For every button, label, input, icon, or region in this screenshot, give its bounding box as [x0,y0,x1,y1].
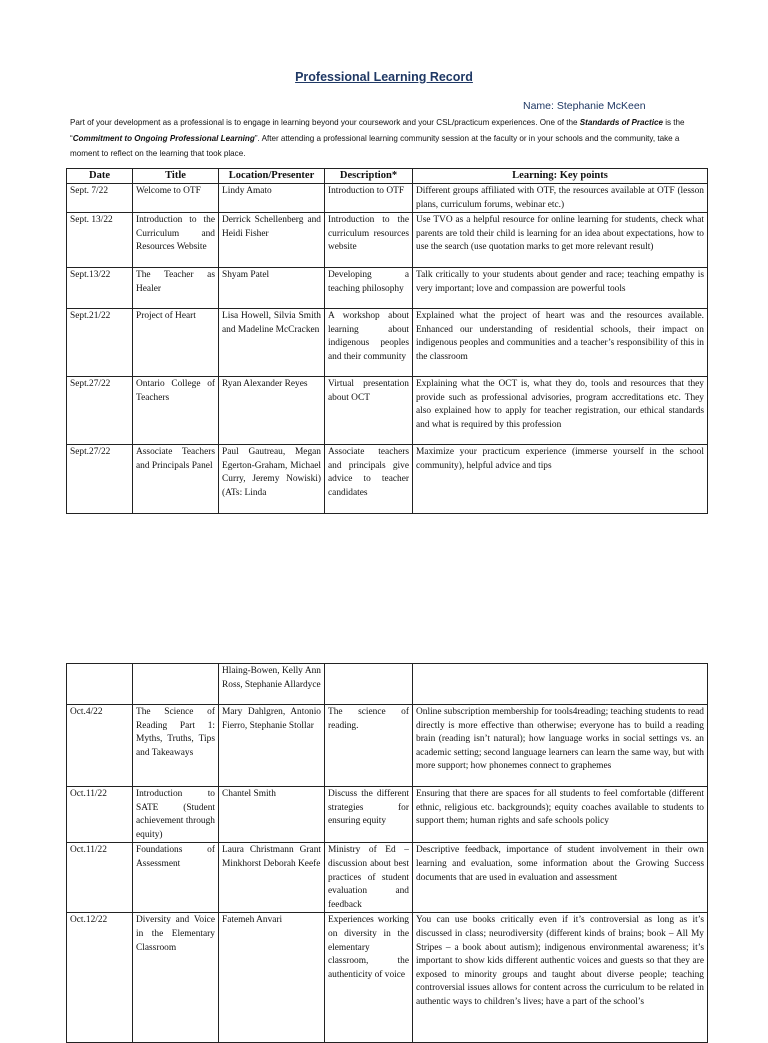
cell-presenter: Lindy Amato [219,184,325,213]
table-row [67,184,708,213]
header-date: Date [67,169,133,184]
table-row [67,913,708,1043]
cell-date: Oct.12/22 [67,913,133,1043]
cell-presenter: Fatemeh Anvari [219,913,325,1043]
cell-title: Foundations of Assessment [133,843,219,913]
cell-description: Introduction to OTF [325,184,413,213]
cell-date: Oct.11/22 [67,843,133,913]
header-title: Title [133,169,219,184]
cell-presenter: Laura Christmann Grant Minkhorst Deborah Keefe [219,843,325,913]
cell-learning: Online subscription membership for tools4reading; teaching students to read directly is more effective than otherwise; everyone has to build a reading brain (reading isn’t natural); how language works in social settings vs. an academic setting; second language learners can learn the same way, but with more support; how phonemes connect to graphemes [413,705,708,787]
cell-description: Experiences working on diversity in the elementary classroom, the authenticity of voice [325,913,413,1043]
cell-description: A workshop about learning about indigenous peoples and their community [325,309,413,377]
cell-description: Discuss the different strategies for ensuring equity [325,787,413,843]
cell-date: Sept. 13/22 [67,213,133,268]
cell-learning: Ensuring that there are spaces for all students to feel comfortable (different ethnic, religious etc. backgrounds); equity coaches available to students to support them; human rights and safe schools policy [413,787,708,843]
cell-date: Oct.4/22 [67,705,133,787]
table-row [67,705,708,787]
cell-learning: Talk critically to your students about gender and race; teaching empathy is very important; love and compassion are powerful tools [413,268,708,309]
cell-description: Introduction to the curriculum resources website [325,213,413,268]
header-learning: Learning: Key points [413,169,708,184]
table-row [67,268,708,309]
cell-learning: Explaining what the OCT is, what they do, tools and resources that they provide such as professional advisories, program accreditations etc. They also explained how to apply for teacher registration, our ethical standards and what is required by this profession [413,377,708,445]
cell-description: Virtual presentation about OCT [325,377,413,445]
header-description: Description* [325,169,413,184]
cell-presenter: Shyam Patel [219,268,325,309]
cell-date: Sept.13/22 [67,268,133,309]
cell-title: Welcome to OTF [133,184,219,213]
cell-learning: Different groups affiliated with OTF, the resources available at OTF (lesson plans, curriculum forums, webinar etc.) [413,184,708,213]
cell-presenter: Ryan Alexander Reyes [219,377,325,445]
cell-date: Oct.11/22 [67,787,133,843]
table-row [67,445,708,514]
table-row [67,787,708,843]
cell-title: Introduction to SATE (Student achievement through equity) [133,787,219,843]
table-row [67,664,708,705]
cell-date: Sept. 7/22 [67,184,133,213]
learning-table-page2 [66,663,708,1043]
cell-title: Associate Teachers and Principals Panel [133,445,219,514]
cell-title: Ontario College of Teachers [133,377,219,445]
cell-title: Diversity and Voice in the Elementary Classroom [133,913,219,1043]
student-name: Name: Stephanie McKeen [523,100,646,112]
cell-date: Sept.27/22 [67,377,133,445]
cell-presenter: Hlaing-Bowen, Kelly Ann Ross, Stephanie Allardyce [219,664,325,705]
learning-table-page1 [66,168,708,514]
cell-presenter: Paul Gautreau, Megan Egerton-Graham, Michael Curry, Jeremy Nowiski) (ATs: Linda [219,445,325,514]
cell-learning: You can use books critically even if it’s controversial as long as it’s discussed in class; neurodiversity (different kinds of brains; book – All My Stripes – a book about autism); indigenous environmental awareness; it’s important to show kids different authentic voices and guests so that they are exposed to minority groups and taught about diverse people; teaching controversial issues allows for content across the curriculum to be related in authentic ways to children’s lives; have a part of the school’s [413,913,708,1043]
page-title: Professional Learning Record [295,70,473,84]
cell-presenter: Chantel Smith [219,787,325,843]
cell-title: Introduction to the Curriculum and Resources Website [133,213,219,268]
cell-date [67,664,133,705]
cell-learning: Descriptive feedback, importance of student involvement in their own learning and evaluation, some information about the Growing Success documents that are used in evaluation and assessment [413,843,708,913]
cell-title: The Science of Reading Part 1: Myths, Truths, Tips and Takeaways [133,705,219,787]
intro-paragraph: Part of your development as a professional is to engage in learning beyond your coursework and your CSL/practicum experiences. One of the Standards of Practice is the “Commitment to Ongoing Professional Learning”. After attending a professional learning community session at the faculty or in your schools and the community, take a moment to reflect on the learning that took place. [70,118,685,158]
cell-learning [413,664,708,705]
cell-date: Sept.27/22 [67,445,133,514]
cell-description: Associate teachers and principals give advice to teacher candidates [325,445,413,514]
cell-description: Developing a teaching philosophy [325,268,413,309]
cell-title [133,664,219,705]
table-header-row [67,169,708,184]
cell-description: The science of reading. [325,705,413,787]
table-row [67,213,708,268]
cell-description: Ministry of Ed – discussion about best practices of student evaluation and feedback [325,843,413,913]
cell-learning: Maximize your practicum experience (immerse yourself in the school community), helpful advice and tips [413,445,708,514]
table-row [67,309,708,377]
table-row [67,377,708,445]
cell-presenter: Derrick Schellenberg and Heidi Fisher [219,213,325,268]
header-location: Location/Presenter [219,169,325,184]
cell-presenter: Mary Dahlgren, Antonio Fierro, Stephanie Stollar [219,705,325,787]
cell-learning: Use TVO as a helpful resource for online learning for students, check what parents are told their child is learning for an idea about expectations, how to use the search (use quotation marks to get more relevant result) [413,213,708,268]
cell-learning: Explained what the project of heart was and the resources available. Enhanced our understanding of residential schools, their impact on indigenous peoples and communities and a teacher’s responsibility of this in the classroom [413,309,708,377]
cell-presenter: Lisa Howell, Silvia Smith and Madeline McCracken [219,309,325,377]
cell-title: Project of Heart [133,309,219,377]
cell-title: The Teacher as Healer [133,268,219,309]
cell-description [325,664,413,705]
table-row [67,843,708,913]
cell-date: Sept.21/22 [67,309,133,377]
